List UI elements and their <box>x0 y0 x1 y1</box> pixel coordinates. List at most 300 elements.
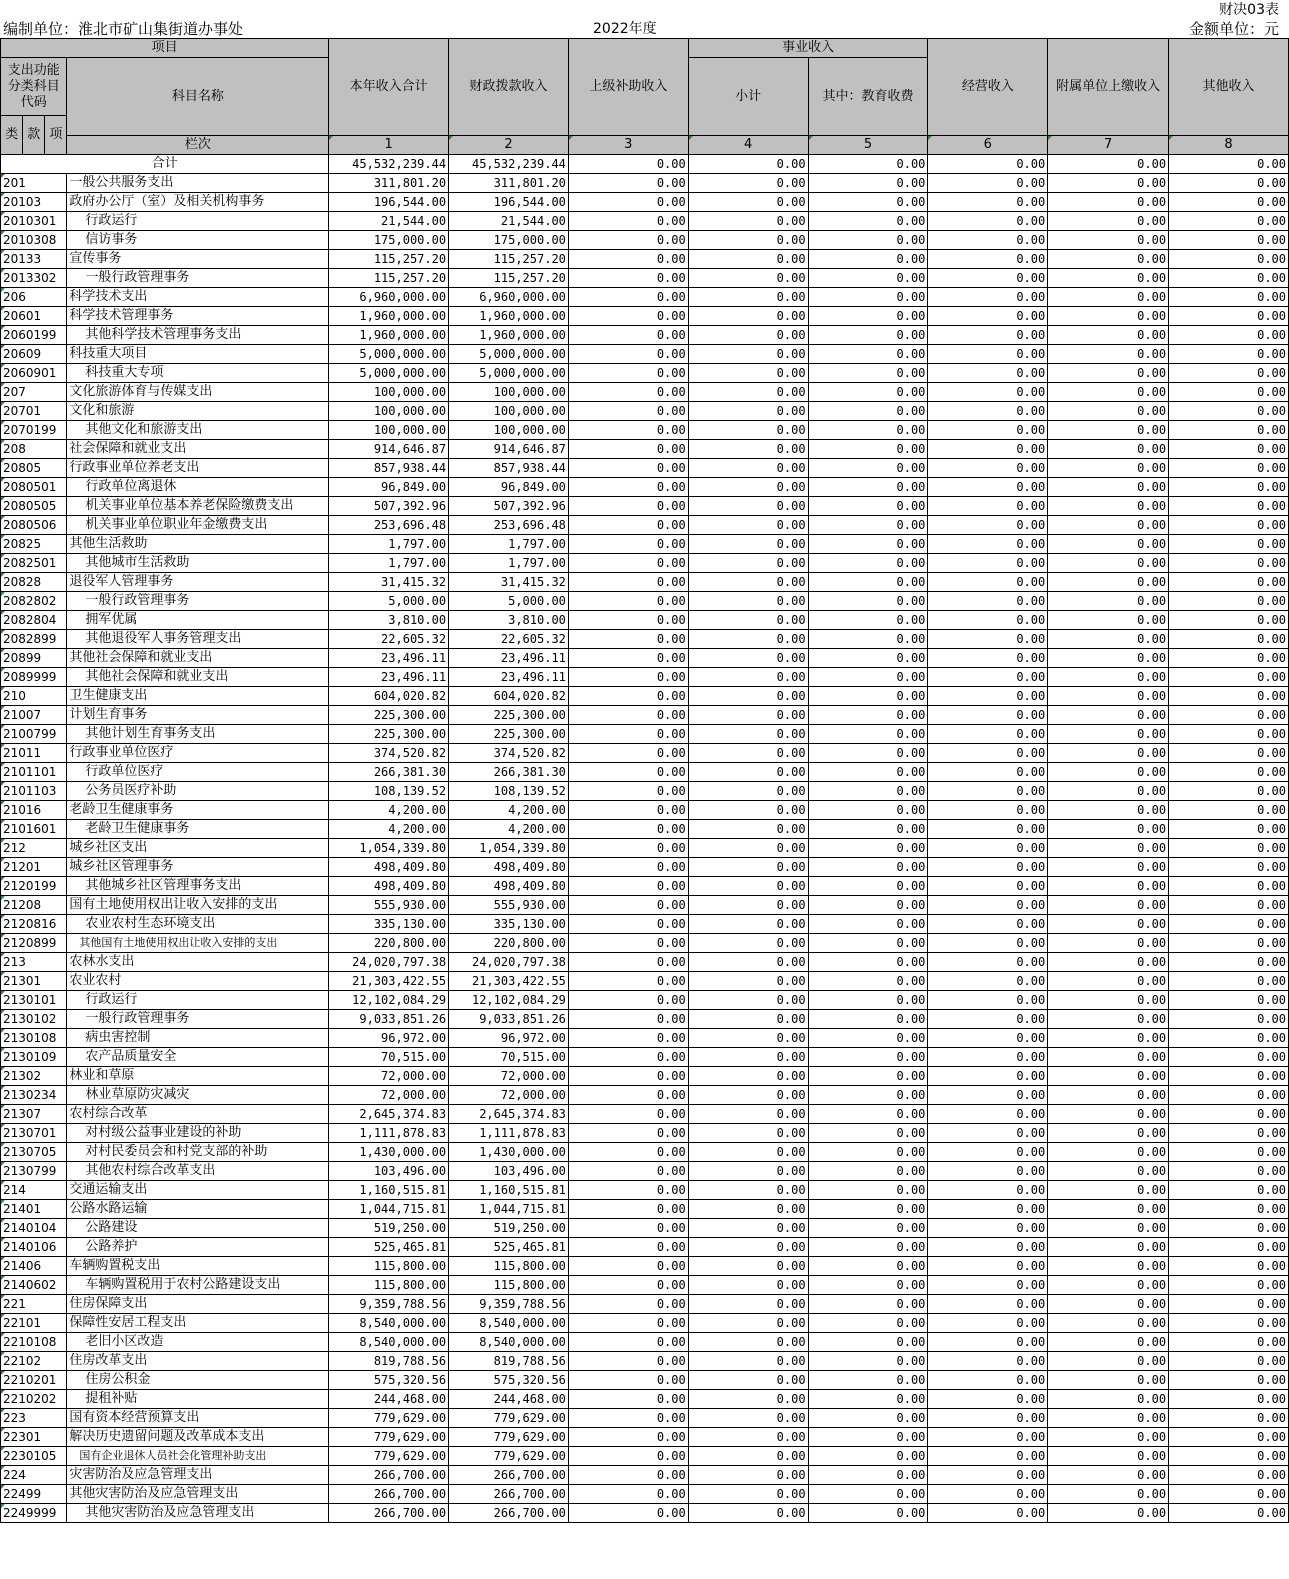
total-income-cell: 914,646.87 <box>329 440 449 459</box>
zero-cell: 0.00 <box>688 554 808 573</box>
fiscal-income-cell: 857,938.44 <box>449 459 569 478</box>
total-income-cell: 103,496.00 <box>329 1162 449 1181</box>
zero-cell: 0.00 <box>1048 1257 1169 1276</box>
total-income-cell: 6,960,000.00 <box>329 288 449 307</box>
zero-cell: 0.00 <box>688 1067 808 1086</box>
subject-code: 2230105 <box>1 1447 67 1466</box>
fiscal-income-cell: 1,960,000.00 <box>449 326 569 345</box>
total-income-cell: 96,972.00 <box>329 1029 449 1048</box>
total-income-cell: 604,020.82 <box>329 687 449 706</box>
zero-cell: 0.00 <box>688 1200 808 1219</box>
zero-cell: 0.00 <box>928 1504 1048 1523</box>
subject-code: 2080501 <box>1 478 67 497</box>
total-cell: 45,532,239.44 <box>449 155 569 174</box>
zero-cell: 0.00 <box>928 725 1048 744</box>
zero-cell: 0.00 <box>1048 573 1169 592</box>
zero-cell: 0.00 <box>1169 1162 1289 1181</box>
subject-name: 行政事业单位养老支出 <box>67 459 329 478</box>
subject-name: 老龄卫生健康事务 <box>67 801 329 820</box>
zero-cell: 0.00 <box>688 1314 808 1333</box>
subject-name: 交通运输支出 <box>67 1181 329 1200</box>
total-income-cell: 335,130.00 <box>329 915 449 934</box>
subject-name: 老龄卫生健康事务 <box>67 820 329 839</box>
zero-cell: 0.00 <box>688 1447 808 1466</box>
fiscal-income-cell: 70,515.00 <box>449 1048 569 1067</box>
subject-code: 212 <box>1 839 67 858</box>
fiscal-income-cell: 266,381.30 <box>449 763 569 782</box>
total-income-cell: 1,797.00 <box>329 554 449 573</box>
zero-cell: 0.00 <box>808 326 928 345</box>
zero-cell: 0.00 <box>688 1466 808 1485</box>
zero-cell: 0.00 <box>1048 858 1169 877</box>
zero-cell: 0.00 <box>808 497 928 516</box>
zero-cell: 0.00 <box>1169 744 1289 763</box>
zero-cell: 0.00 <box>688 668 808 687</box>
zero-cell: 0.00 <box>568 1466 688 1485</box>
zero-cell: 0.00 <box>928 383 1048 402</box>
subject-code: 2100799 <box>1 725 67 744</box>
subject-code: 2210108 <box>1 1333 67 1352</box>
zero-cell: 0.00 <box>928 288 1048 307</box>
zero-cell: 0.00 <box>1048 1276 1169 1295</box>
table-row <box>1 1086 1289 1105</box>
zero-cell: 0.00 <box>928 1010 1048 1029</box>
total-income-cell: 311,801.20 <box>329 174 449 193</box>
zero-cell: 0.00 <box>568 934 688 953</box>
table-row <box>1 744 1289 763</box>
subject-code: 207 <box>1 383 67 402</box>
zero-cell: 0.00 <box>808 1105 928 1124</box>
zero-cell: 0.00 <box>568 1504 688 1523</box>
header-business-subtotal: 小计 <box>688 58 808 136</box>
total-income-cell: 498,409.80 <box>329 858 449 877</box>
zero-cell: 0.00 <box>928 1181 1048 1200</box>
zero-cell: 0.00 <box>1169 1200 1289 1219</box>
subject-code: 2101103 <box>1 782 67 801</box>
zero-cell: 0.00 <box>928 231 1048 250</box>
zero-cell: 0.00 <box>1169 706 1289 725</box>
zero-cell: 0.00 <box>688 1162 808 1181</box>
zero-cell: 0.00 <box>568 497 688 516</box>
zero-cell: 0.00 <box>928 1333 1048 1352</box>
zero-cell: 0.00 <box>1048 1504 1169 1523</box>
zero-cell: 0.00 <box>928 1067 1048 1086</box>
zero-cell: 0.00 <box>688 440 808 459</box>
zero-cell: 0.00 <box>688 820 808 839</box>
zero-cell: 0.00 <box>808 193 928 212</box>
zero-cell: 0.00 <box>1169 763 1289 782</box>
table-row <box>1 1447 1289 1466</box>
subject-name: 林业和草原 <box>67 1067 329 1086</box>
subject-name: 农林水支出 <box>67 953 329 972</box>
fiscal-income-cell: 374,520.82 <box>449 744 569 763</box>
total-income-cell: 100,000.00 <box>329 421 449 440</box>
fiscal-income-cell: 3,810.00 <box>449 611 569 630</box>
fiscal-income-cell: 5,000,000.00 <box>449 345 569 364</box>
zero-cell: 0.00 <box>1048 1048 1169 1067</box>
subject-code: 2249999 <box>1 1504 67 1523</box>
zero-cell: 0.00 <box>1169 402 1289 421</box>
table-row <box>1 1276 1289 1295</box>
subject-name: 其他生活救助 <box>67 535 329 554</box>
fiscal-income-cell: 22,605.32 <box>449 630 569 649</box>
subject-code: 2101101 <box>1 763 67 782</box>
zero-cell: 0.00 <box>1048 1485 1169 1504</box>
subject-code: 2120199 <box>1 877 67 896</box>
table-row <box>1 1314 1289 1333</box>
zero-cell: 0.00 <box>568 459 688 478</box>
zero-cell: 0.00 <box>1048 706 1169 725</box>
zero-cell: 0.00 <box>1169 269 1289 288</box>
zero-cell: 0.00 <box>688 953 808 972</box>
zero-cell: 0.00 <box>928 858 1048 877</box>
subject-name: 退役军人管理事务 <box>67 573 329 592</box>
zero-cell: 0.00 <box>1048 725 1169 744</box>
zero-cell: 0.00 <box>568 763 688 782</box>
subject-name: 一般行政管理事务 <box>67 1010 329 1029</box>
zero-cell: 0.00 <box>688 1219 808 1238</box>
zero-cell: 0.00 <box>928 554 1048 573</box>
zero-cell: 0.00 <box>1169 1219 1289 1238</box>
total-income-cell: 2,645,374.83 <box>329 1105 449 1124</box>
subject-code: 21011 <box>1 744 67 763</box>
table-row <box>1 440 1289 459</box>
zero-cell: 0.00 <box>688 421 808 440</box>
zero-cell: 0.00 <box>1048 611 1169 630</box>
zero-cell: 0.00 <box>568 383 688 402</box>
zero-cell: 0.00 <box>568 1162 688 1181</box>
total-income-cell: 779,629.00 <box>329 1447 449 1466</box>
zero-cell: 0.00 <box>928 820 1048 839</box>
zero-cell: 0.00 <box>928 877 1048 896</box>
fiscal-income-cell: 100,000.00 <box>449 421 569 440</box>
subject-code: 2082899 <box>1 630 67 649</box>
table-row <box>1 231 1289 250</box>
subject-code: 20899 <box>1 649 67 668</box>
total-income-cell: 253,696.48 <box>329 516 449 535</box>
zero-cell: 0.00 <box>568 858 688 877</box>
fiscal-income-cell: 779,629.00 <box>449 1447 569 1466</box>
zero-cell: 0.00 <box>568 611 688 630</box>
table-row <box>1 212 1289 231</box>
subject-name: 公路水路运输 <box>67 1200 329 1219</box>
subject-name: 机关事业单位职业年金缴费支出 <box>67 516 329 535</box>
zero-cell: 0.00 <box>1169 1143 1289 1162</box>
subject-name: 城乡社区管理事务 <box>67 858 329 877</box>
zero-cell: 0.00 <box>568 326 688 345</box>
subject-name: 其他国有土地使用权出让收入安排的支出 <box>67 934 329 953</box>
zero-cell: 0.00 <box>928 212 1048 231</box>
fiscal-income-cell: 23,496.11 <box>449 649 569 668</box>
zero-cell: 0.00 <box>1048 174 1169 193</box>
subject-code: 20828 <box>1 573 67 592</box>
subject-name: 一般公共服务支出 <box>67 174 329 193</box>
total-income-cell: 555,930.00 <box>329 896 449 915</box>
zero-cell: 0.00 <box>1048 668 1169 687</box>
subject-code: 22499 <box>1 1485 67 1504</box>
fiscal-income-cell: 6,960,000.00 <box>449 288 569 307</box>
subject-name: 病虫害控制 <box>67 1029 329 1048</box>
subject-code: 21401 <box>1 1200 67 1219</box>
table-row <box>1 1124 1289 1143</box>
total-income-cell: 1,044,715.81 <box>329 1200 449 1219</box>
zero-cell: 0.00 <box>1169 820 1289 839</box>
zero-cell: 0.00 <box>688 1390 808 1409</box>
total-cell: 0.00 <box>688 155 808 174</box>
subject-name: 保障性安居工程支出 <box>67 1314 329 1333</box>
zero-cell: 0.00 <box>808 440 928 459</box>
zero-cell: 0.00 <box>568 1048 688 1067</box>
total-income-cell: 525,465.81 <box>329 1238 449 1257</box>
zero-cell: 0.00 <box>1048 1371 1169 1390</box>
total-income-cell: 266,700.00 <box>329 1466 449 1485</box>
zero-cell: 0.00 <box>568 592 688 611</box>
subject-name: 车辆购置税用于农村公路建设支出 <box>67 1276 329 1295</box>
zero-cell: 0.00 <box>568 782 688 801</box>
zero-cell: 0.00 <box>928 1447 1048 1466</box>
zero-cell: 0.00 <box>928 345 1048 364</box>
zero-cell: 0.00 <box>568 231 688 250</box>
header-code-lei: 类 <box>1 116 23 155</box>
header-education-fees: 其中：教育收费 <box>808 58 928 136</box>
zero-cell: 0.00 <box>928 478 1048 497</box>
zero-cell: 0.00 <box>928 1162 1048 1181</box>
fiscal-income-cell: 220,800.00 <box>449 934 569 953</box>
zero-cell: 0.00 <box>808 1409 928 1428</box>
total-income-cell: 100,000.00 <box>329 402 449 421</box>
zero-cell: 0.00 <box>1169 174 1289 193</box>
zero-cell: 0.00 <box>1169 1409 1289 1428</box>
zero-cell: 0.00 <box>808 269 928 288</box>
subject-code: 21016 <box>1 801 67 820</box>
zero-cell: 0.00 <box>568 1067 688 1086</box>
table-row <box>1 858 1289 877</box>
table-row <box>1 174 1289 193</box>
header-code-kuan: 款 <box>23 116 45 155</box>
zero-cell: 0.00 <box>808 687 928 706</box>
zero-cell: 0.00 <box>928 1105 1048 1124</box>
zero-cell: 0.00 <box>1169 801 1289 820</box>
zero-cell: 0.00 <box>928 326 1048 345</box>
subject-code: 20601 <box>1 307 67 326</box>
zero-cell: 0.00 <box>928 459 1048 478</box>
subject-name: 国有企业退休人员社会化管理补助支出 <box>67 1447 329 1466</box>
fiscal-income-cell: 1,797.00 <box>449 554 569 573</box>
zero-cell: 0.00 <box>928 1276 1048 1295</box>
total-income-cell: 21,544.00 <box>329 212 449 231</box>
subject-name: 行政单位离退休 <box>67 478 329 497</box>
income-statement-table <box>0 38 1289 1523</box>
zero-cell: 0.00 <box>568 687 688 706</box>
subject-name: 对村级公益事业建设的补助 <box>67 1124 329 1143</box>
zero-cell: 0.00 <box>1169 288 1289 307</box>
zero-cell: 0.00 <box>1048 1143 1169 1162</box>
zero-cell: 0.00 <box>568 1352 688 1371</box>
zero-cell: 0.00 <box>1169 459 1289 478</box>
zero-cell: 0.00 <box>1048 440 1169 459</box>
zero-cell: 0.00 <box>1048 554 1169 573</box>
zero-cell: 0.00 <box>808 174 928 193</box>
zero-cell: 0.00 <box>1048 1466 1169 1485</box>
zero-cell: 0.00 <box>808 478 928 497</box>
zero-cell: 0.00 <box>688 592 808 611</box>
subject-name: 科学技术支出 <box>67 288 329 307</box>
header-item: 项目 <box>1 39 329 58</box>
zero-cell: 0.00 <box>808 820 928 839</box>
zero-cell: 0.00 <box>568 364 688 383</box>
zero-cell: 0.00 <box>1048 649 1169 668</box>
fiscal-income-cell: 115,257.20 <box>449 269 569 288</box>
total-income-cell: 1,430,000.00 <box>329 1143 449 1162</box>
zero-cell: 0.00 <box>568 668 688 687</box>
fiscal-income-cell: 525,465.81 <box>449 1238 569 1257</box>
zero-cell: 0.00 <box>808 345 928 364</box>
zero-cell: 0.00 <box>688 212 808 231</box>
zero-cell: 0.00 <box>1169 193 1289 212</box>
zero-cell: 0.00 <box>568 212 688 231</box>
subject-name: 住房改革支出 <box>67 1352 329 1371</box>
zero-cell: 0.00 <box>688 269 808 288</box>
subject-name: 国有土地使用权出让收入安排的支出 <box>67 896 329 915</box>
fiscal-income-cell: 819,788.56 <box>449 1352 569 1371</box>
total-income-cell: 8,540,000.00 <box>329 1333 449 1352</box>
zero-cell: 0.00 <box>808 1200 928 1219</box>
subject-name: 农村综合改革 <box>67 1105 329 1124</box>
zero-cell: 0.00 <box>808 421 928 440</box>
zero-cell: 0.00 <box>928 687 1048 706</box>
total-income-cell: 108,139.52 <box>329 782 449 801</box>
zero-cell: 0.00 <box>1169 1466 1289 1485</box>
total-income-cell: 374,520.82 <box>329 744 449 763</box>
zero-cell: 0.00 <box>688 687 808 706</box>
total-income-cell: 1,054,339.80 <box>329 839 449 858</box>
zero-cell: 0.00 <box>928 269 1048 288</box>
zero-cell: 0.00 <box>688 915 808 934</box>
zero-cell: 0.00 <box>808 991 928 1010</box>
zero-cell: 0.00 <box>808 953 928 972</box>
table-row <box>1 1048 1289 1067</box>
zero-cell: 0.00 <box>1048 1200 1169 1219</box>
zero-cell: 0.00 <box>568 307 688 326</box>
subject-name: 其他灾害防治及应急管理支出 <box>67 1504 329 1523</box>
fiscal-income-cell: 9,033,851.26 <box>449 1010 569 1029</box>
fiscal-income-cell: 96,849.00 <box>449 478 569 497</box>
zero-cell: 0.00 <box>1048 288 1169 307</box>
table-row <box>1 1295 1289 1314</box>
subject-name: 农业农村生态环境支出 <box>67 915 329 934</box>
zero-cell: 0.00 <box>1169 915 1289 934</box>
zero-cell: 0.00 <box>568 554 688 573</box>
zero-cell: 0.00 <box>1169 972 1289 991</box>
zero-cell: 0.00 <box>688 1048 808 1067</box>
table-row <box>1 877 1289 896</box>
fiscal-income-cell: 175,000.00 <box>449 231 569 250</box>
zero-cell: 0.00 <box>1048 839 1169 858</box>
zero-cell: 0.00 <box>1048 1390 1169 1409</box>
table-row <box>1 991 1289 1010</box>
zero-cell: 0.00 <box>568 1181 688 1200</box>
subject-code: 2140106 <box>1 1238 67 1257</box>
subject-code: 223 <box>1 1409 67 1428</box>
zero-cell: 0.00 <box>1048 307 1169 326</box>
table-row <box>1 288 1289 307</box>
total-income-cell: 196,544.00 <box>329 193 449 212</box>
zero-cell: 0.00 <box>808 877 928 896</box>
fiscal-income-cell: 266,700.00 <box>449 1485 569 1504</box>
table-row <box>1 421 1289 440</box>
subject-name: 林业草原防灾减灾 <box>67 1086 329 1105</box>
fiscal-income-cell: 5,000.00 <box>449 592 569 611</box>
zero-cell: 0.00 <box>688 1181 808 1200</box>
subject-name: 解决历史遗留问题及改革成本支出 <box>67 1428 329 1447</box>
subject-code: 22102 <box>1 1352 67 1371</box>
zero-cell: 0.00 <box>808 1143 928 1162</box>
zero-cell: 0.00 <box>568 573 688 592</box>
zero-cell: 0.00 <box>928 1029 1048 1048</box>
subject-code: 2130101 <box>1 991 67 1010</box>
fiscal-income-cell: 1,797.00 <box>449 535 569 554</box>
total-income-cell: 1,960,000.00 <box>329 307 449 326</box>
zero-cell: 0.00 <box>1169 1067 1289 1086</box>
subject-name: 行政运行 <box>67 212 329 231</box>
zero-cell: 0.00 <box>1048 1105 1169 1124</box>
total-income-cell: 72,000.00 <box>329 1086 449 1105</box>
subject-code: 2080505 <box>1 497 67 516</box>
table-row <box>1 668 1289 687</box>
zero-cell: 0.00 <box>808 1428 928 1447</box>
subject-name: 卫生健康支出 <box>67 687 329 706</box>
zero-cell: 0.00 <box>1169 877 1289 896</box>
subject-name: 科技重大项目 <box>67 345 329 364</box>
zero-cell: 0.00 <box>928 801 1048 820</box>
zero-cell: 0.00 <box>568 345 688 364</box>
subject-code: 2120816 <box>1 915 67 934</box>
zero-cell: 0.00 <box>808 668 928 687</box>
zero-cell: 0.00 <box>808 744 928 763</box>
zero-cell: 0.00 <box>928 250 1048 269</box>
subject-name: 其他农村综合改革支出 <box>67 1162 329 1181</box>
zero-cell: 0.00 <box>1169 782 1289 801</box>
total-income-cell: 115,800.00 <box>329 1276 449 1295</box>
zero-cell: 0.00 <box>1169 630 1289 649</box>
zero-cell: 0.00 <box>928 1466 1048 1485</box>
subject-name: 老旧小区改造 <box>67 1333 329 1352</box>
zero-cell: 0.00 <box>1048 801 1169 820</box>
zero-cell: 0.00 <box>688 630 808 649</box>
fiscal-income-cell: 779,629.00 <box>449 1409 569 1428</box>
grand-total-label: 合计 <box>1 155 329 174</box>
zero-cell: 0.00 <box>688 744 808 763</box>
zero-cell: 0.00 <box>808 649 928 668</box>
subject-name: 行政单位医疗 <box>67 763 329 782</box>
zero-cell: 0.00 <box>1169 250 1289 269</box>
table-row <box>1 839 1289 858</box>
zero-cell: 0.00 <box>568 1143 688 1162</box>
zero-cell: 0.00 <box>1048 1447 1169 1466</box>
subject-name: 社会保障和就业支出 <box>67 440 329 459</box>
table-row <box>1 573 1289 592</box>
subject-name: 一般行政管理事务 <box>67 269 329 288</box>
zero-cell: 0.00 <box>568 516 688 535</box>
zero-cell: 0.00 <box>928 972 1048 991</box>
zero-cell: 0.00 <box>1169 535 1289 554</box>
zero-cell: 0.00 <box>928 174 1048 193</box>
fiscal-income-cell: 115,257.20 <box>449 250 569 269</box>
zero-cell: 0.00 <box>568 535 688 554</box>
fiscal-income-cell: 1,111,878.83 <box>449 1124 569 1143</box>
header-operating-income: 经营收入 <box>928 39 1048 136</box>
subject-code: 208 <box>1 440 67 459</box>
